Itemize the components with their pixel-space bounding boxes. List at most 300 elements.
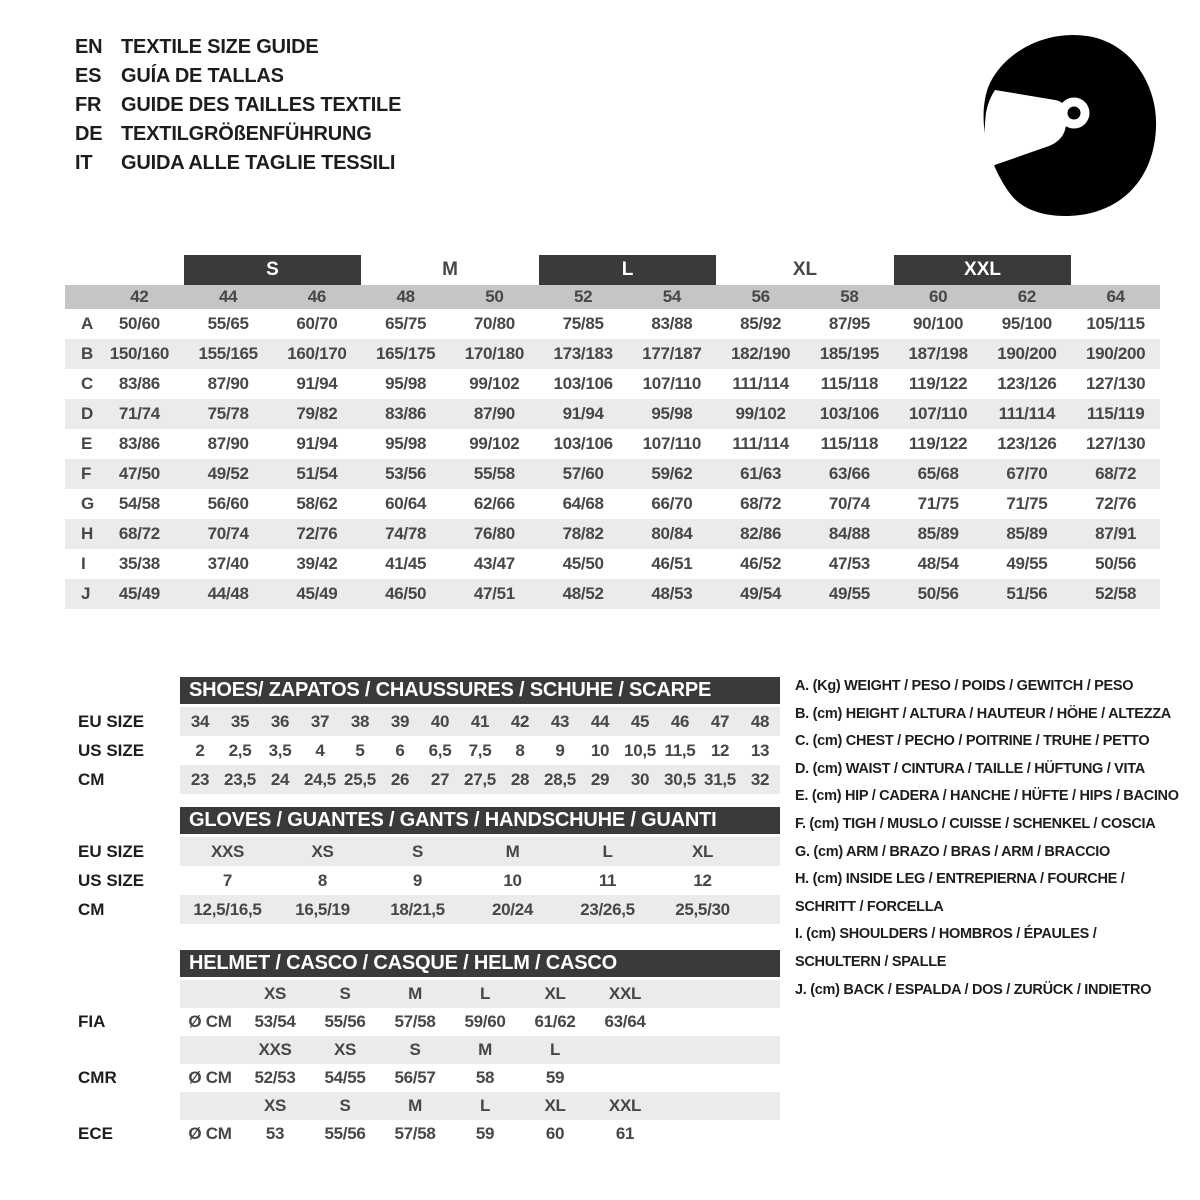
- language-row: [75, 62, 401, 91]
- size-cell: 70/80: [473, 314, 515, 333]
- size-cell: 57/58: [394, 1124, 436, 1143]
- size-cell: 59/60: [464, 1012, 506, 1031]
- helmet-size-label: XL: [544, 984, 566, 1003]
- helmet-table-body: [65, 980, 780, 1148]
- size-cell: 123/126: [997, 434, 1057, 453]
- helmet-size-label: XXL: [608, 984, 642, 1003]
- language-list: [75, 33, 401, 178]
- helmet-size-label: XS: [263, 984, 287, 1003]
- row-values: [180, 736, 780, 765]
- size-cell: 60/70: [296, 314, 338, 333]
- unit-label: Ø CM: [188, 1068, 232, 1087]
- helmet-size-label: M: [408, 984, 422, 1003]
- table-row: [65, 895, 780, 924]
- size-cell: 71/75: [1006, 494, 1048, 513]
- size-cell: 75/85: [562, 314, 604, 333]
- size-cell: 85/89: [917, 524, 959, 543]
- size-cell: 111/114: [732, 374, 789, 393]
- size-cell: 52/58: [1095, 584, 1137, 603]
- size-cell: 47: [710, 711, 730, 731]
- size-cell: 58: [475, 1068, 495, 1087]
- size-cell: 54/58: [118, 494, 160, 513]
- size-cell: 66/70: [651, 494, 693, 513]
- size-cell: 28,5: [544, 769, 576, 789]
- legend-line: J. (cm) BACK / ESPALDA / DOS / ZURÜCK / INDIETRO: [795, 981, 1152, 998]
- size-group-s: S: [184, 255, 362, 285]
- row-letter: A: [81, 314, 94, 333]
- table-row: [65, 866, 780, 895]
- helmet-size-label: M: [478, 1040, 492, 1059]
- legend-line: F. (cm) TIGH / MUSLO / CUISSE / SCHENKEL / COSCIA: [795, 815, 1156, 832]
- size-cell: 87/90: [207, 434, 249, 453]
- size-cell: 91/94: [296, 374, 338, 393]
- size-cell: 4: [315, 740, 325, 760]
- size-cell: 8: [317, 870, 328, 890]
- size-cell: 55/58: [473, 464, 515, 483]
- table-row: [65, 549, 1160, 579]
- gloves-title-bar: GLOVES / GUANTES / GANTS / HANDSCHUHE / GUANTI: [180, 807, 780, 834]
- size-cell: 190/200: [997, 344, 1057, 363]
- size-cell: XL: [691, 841, 714, 861]
- size-cell: 27: [430, 769, 450, 789]
- size-cell: 16,5/19: [295, 899, 350, 919]
- column-header: 48: [396, 287, 415, 306]
- language-row: [75, 33, 401, 62]
- size-cell: 28: [510, 769, 530, 789]
- row-values: [180, 866, 780, 895]
- page-title: TEXTILGRÖßENFÜHRUNG: [121, 123, 372, 145]
- size-cell: 62/66: [473, 494, 515, 513]
- legend-line: C. (cm) CHEST / PECHO / POITRINE / TRUHE / PETTO: [795, 733, 1150, 750]
- row-values: [180, 1064, 780, 1092]
- size-cell: 103/106: [819, 404, 880, 423]
- size-cell: 95/98: [651, 404, 693, 423]
- size-cell: 82/86: [740, 524, 782, 543]
- size-cell: 52/53: [254, 1068, 296, 1087]
- size-cell: 42: [510, 711, 530, 731]
- size-cell: 107/110: [908, 404, 968, 423]
- size-cell: 5: [355, 740, 365, 760]
- row-values: [180, 765, 780, 794]
- helmet-size-label: S: [339, 984, 351, 1003]
- size-cell: 48: [750, 711, 770, 731]
- size-cell: 11,5: [664, 740, 696, 760]
- row-values: [180, 895, 780, 924]
- size-cell: 119/122: [908, 374, 968, 393]
- size-cell: 70/74: [207, 524, 249, 543]
- size-cell: 85/89: [1006, 524, 1048, 543]
- standard-label: CMR: [78, 1068, 117, 1087]
- table-row: [65, 707, 780, 736]
- size-cell: 63/66: [828, 464, 870, 483]
- row-values: [180, 1036, 780, 1064]
- size-cell: 83/86: [118, 374, 160, 393]
- size-cell: 177/187: [642, 344, 702, 363]
- helmet-title-bar: HELMET / CASCO / CASQUE / HELM / CASCO: [180, 950, 780, 977]
- helmet-size-label: S: [409, 1040, 421, 1059]
- size-cell: 103/106: [553, 374, 613, 393]
- column-header: 54: [662, 287, 682, 306]
- size-cell: 47/53: [828, 554, 870, 573]
- size-cell: 23,5: [224, 769, 256, 789]
- standard-label: FIA: [78, 1012, 106, 1031]
- size-table-body: [65, 309, 1160, 609]
- size-cell: 90/100: [913, 314, 964, 333]
- size-cell: 51/54: [296, 464, 338, 483]
- row-letter: I: [81, 554, 86, 573]
- size-cell: 12: [693, 870, 712, 890]
- size-cell: 105/115: [1086, 314, 1145, 333]
- row-label: CM: [78, 899, 105, 919]
- size-cell: 83/86: [385, 404, 427, 423]
- size-cell: 64/68: [562, 494, 604, 513]
- size-cell: 9: [412, 870, 423, 890]
- language-row: [75, 120, 401, 149]
- size-cell: 9: [555, 740, 565, 760]
- helmet-size-label: XXL: [608, 1096, 642, 1115]
- size-cell: 43: [550, 711, 570, 731]
- size-cell: 6,5: [428, 740, 452, 760]
- size-cell: 58/62: [296, 494, 338, 513]
- size-cell: 87/90: [207, 374, 249, 393]
- size-cell: 35/38: [118, 554, 160, 573]
- size-cell: 99/102: [735, 404, 786, 423]
- size-group-xl: XL: [792, 259, 818, 280]
- page-title: GUÍA DE TALLAS: [121, 65, 284, 87]
- row-values: [180, 980, 780, 1008]
- size-cell: 29: [590, 769, 610, 789]
- row-values: [180, 1008, 780, 1036]
- size-cell: XXS: [210, 841, 245, 861]
- size-cell: 32: [750, 769, 770, 789]
- size-cell: 18/21,5: [390, 899, 445, 919]
- size-cell: 45/50: [562, 554, 604, 573]
- row-label: EU SIZE: [78, 711, 145, 731]
- size-cell: 59: [475, 1124, 495, 1143]
- helmet-size-label: XXS: [258, 1040, 292, 1059]
- helmet-size-label: XL: [544, 1096, 566, 1115]
- size-cell: 67/70: [1006, 464, 1048, 483]
- legend-line: G. (cm) ARM / BRAZO / BRAS / ARM / BRACCIO: [795, 843, 1110, 860]
- size-cell: 45/49: [296, 584, 338, 603]
- size-cell: 23/26,5: [580, 899, 635, 919]
- row-label: US SIZE: [78, 870, 145, 890]
- legend-line: D. (cm) WAIST / CINTURA / TAILLE / HÜFTUNG / VITA: [795, 760, 1145, 777]
- size-cell: 50/56: [1095, 554, 1137, 573]
- row-values: [180, 1120, 780, 1148]
- language-code: EN: [75, 36, 103, 58]
- table-row: [65, 489, 1160, 519]
- size-cell: 44: [590, 711, 610, 731]
- size-cell: 36: [270, 711, 290, 731]
- helmet-size-label: XS: [333, 1040, 357, 1059]
- size-cell: M: [505, 841, 520, 861]
- column-header: 60: [928, 287, 948, 306]
- size-cell: 111/114: [732, 434, 789, 453]
- size-cell: 75/78: [207, 404, 249, 423]
- size-cell: 27,5: [464, 769, 496, 789]
- table-row: [65, 339, 1160, 369]
- size-cell: 165/175: [375, 344, 436, 363]
- size-cell: 74/78: [385, 524, 427, 543]
- size-cell: 60: [545, 1124, 565, 1143]
- row-label-spacer: [65, 1036, 180, 1064]
- page-title: TEXTILE SIZE GUIDE: [121, 36, 319, 58]
- language-code: ES: [75, 65, 102, 87]
- size-cell: 119/122: [908, 434, 968, 453]
- row-values: [180, 707, 780, 736]
- size-cell: 13: [750, 740, 770, 760]
- size-cell: 10: [590, 740, 610, 760]
- size-cell: 127/130: [1085, 434, 1146, 453]
- size-cell: 170/180: [464, 344, 525, 363]
- size-cell: 37: [310, 711, 330, 731]
- size-cell: 87/91: [1095, 524, 1137, 543]
- row-label: CM: [78, 769, 105, 789]
- size-cell: 76/80: [473, 524, 515, 543]
- table-row: [65, 309, 1160, 339]
- size-cell: 39/42: [296, 554, 338, 573]
- column-header: 44: [218, 287, 238, 306]
- size-cell: 46: [670, 711, 690, 731]
- size-cell: 61/62: [534, 1012, 576, 1031]
- size-cell: 63/64: [604, 1012, 646, 1031]
- measurement-legend: [795, 673, 1195, 1004]
- size-cell: 2: [195, 740, 205, 760]
- size-cell: 24: [270, 769, 290, 789]
- size-cell: 68/72: [1095, 464, 1137, 483]
- legend-line: E. (cm) HIP / CADERA / HANCHE / HÜFTE / HIPS / BACINO: [795, 788, 1179, 805]
- table-row: [65, 579, 1160, 609]
- shoes-table-body: [65, 707, 780, 794]
- size-cell: 95/98: [385, 374, 427, 393]
- size-cell: 44/48: [207, 584, 249, 603]
- size-cell: 87/90: [473, 404, 515, 423]
- size-cell: 30: [630, 769, 650, 789]
- unit-label: Ø CM: [188, 1124, 232, 1143]
- helmet-table: [65, 950, 780, 1148]
- size-cell: 55/65: [207, 314, 249, 333]
- size-cell: 56/57: [394, 1068, 436, 1087]
- helmet-size-row: [65, 980, 780, 1008]
- size-cell: 72/76: [1095, 494, 1137, 513]
- size-cell: 10,5: [624, 740, 656, 760]
- size-cell: 59/62: [651, 464, 693, 483]
- size-cell: 91/94: [562, 404, 604, 423]
- size-cell: 83/88: [651, 314, 693, 333]
- size-cell: 59: [545, 1068, 565, 1087]
- column-header: 46: [307, 287, 327, 306]
- size-cell: 57/58: [394, 1012, 436, 1031]
- column-header: 50: [485, 287, 504, 306]
- helmet-size-label: L: [479, 1096, 491, 1115]
- table-row: [65, 399, 1160, 429]
- size-cell: 107/110: [642, 434, 702, 453]
- size-cell: 39: [390, 711, 410, 731]
- size-group-m: M: [442, 259, 458, 280]
- size-cell: 23: [190, 769, 210, 789]
- size-cell: 12: [710, 740, 730, 760]
- row-letter: H: [81, 524, 94, 543]
- row-letter: J: [81, 584, 91, 603]
- size-cell: 79/82: [296, 404, 338, 423]
- size-cell: 55/56: [324, 1012, 366, 1031]
- helmet-size-label: M: [408, 1096, 422, 1115]
- size-cell: 155/165: [198, 344, 258, 363]
- size-cell: 50/56: [917, 584, 959, 603]
- size-table: [65, 255, 1160, 609]
- size-cell: 41/45: [385, 554, 427, 573]
- size-cell: 95/100: [1001, 314, 1052, 333]
- size-cell: 40: [430, 711, 450, 731]
- size-cell: 84/88: [828, 524, 870, 543]
- size-cell: 45/49: [118, 584, 160, 603]
- size-cell: 185/195: [819, 344, 880, 363]
- size-cell: 2,5: [228, 740, 252, 760]
- size-cell: 31,5: [704, 769, 736, 789]
- size-cell: 123/126: [997, 374, 1057, 393]
- row-letter: G: [81, 494, 95, 513]
- size-cell: 78/82: [562, 524, 604, 543]
- table-row: [65, 459, 1160, 489]
- size-cell: 68/72: [740, 494, 782, 513]
- size-cell: 47/51: [473, 584, 515, 603]
- size-cell: 48/54: [917, 554, 959, 573]
- row-label: EU SIZE: [78, 841, 145, 861]
- size-cell: 115/118: [820, 434, 879, 453]
- helmet-value-row: [65, 1064, 780, 1092]
- size-cell: 48/52: [562, 584, 604, 603]
- size-cell: 47/50: [118, 464, 160, 483]
- size-cell: 55/56: [324, 1124, 366, 1143]
- size-cell: 49/55: [828, 584, 870, 603]
- language-code: IT: [75, 152, 93, 174]
- size-group-header: [65, 255, 1160, 285]
- row-letter: E: [81, 434, 93, 453]
- size-cell: 182/190: [730, 344, 791, 363]
- size-cell: 8: [515, 740, 525, 760]
- size-cell: 187/198: [908, 344, 968, 363]
- column-header: 42: [130, 287, 149, 306]
- size-cell: XS: [311, 841, 334, 861]
- language-code: DE: [75, 123, 103, 145]
- row-values: [180, 1092, 780, 1120]
- size-cell: 65/68: [917, 464, 959, 483]
- size-cell: 41: [470, 711, 490, 731]
- size-cell: 190/200: [1085, 344, 1146, 363]
- helmet-size-label: XS: [263, 1096, 287, 1115]
- size-cell: 10: [503, 870, 522, 890]
- table-row: [65, 837, 780, 866]
- gloves-table: [65, 807, 780, 924]
- size-cell: 99/102: [469, 374, 520, 393]
- gloves-table-body: [65, 837, 780, 924]
- column-header-row: [65, 285, 1160, 309]
- helmet-size-label: L: [549, 1040, 561, 1059]
- helmet-size-label: S: [339, 1096, 351, 1115]
- helmet-value-row: [65, 1120, 780, 1148]
- size-cell: 35: [230, 711, 250, 731]
- size-group-l: L: [539, 255, 717, 285]
- row-label-spacer: [65, 1092, 180, 1120]
- size-cell: 60/64: [385, 494, 427, 513]
- size-cell: 20/24: [491, 899, 534, 919]
- table-row: [65, 429, 1160, 459]
- size-cell: 111/114: [998, 404, 1056, 423]
- table-row: [65, 736, 780, 765]
- row-values: [180, 837, 780, 866]
- page-title: GUIDE DES TAILLES TEXTILE: [121, 94, 402, 116]
- size-cell: 34: [190, 711, 210, 731]
- size-cell: 80/84: [651, 524, 693, 543]
- size-cell: 46/50: [385, 584, 427, 603]
- column-header: 52: [573, 287, 593, 306]
- size-group-xxl: XXL: [894, 255, 1072, 285]
- size-cell: 43/47: [473, 554, 515, 573]
- row-label: US SIZE: [78, 740, 145, 760]
- size-cell: 68/72: [118, 524, 160, 543]
- size-cell: 7: [222, 870, 233, 890]
- size-cell: 51/56: [1006, 584, 1048, 603]
- size-cell: 65/75: [385, 314, 427, 333]
- column-header: 58: [840, 287, 859, 306]
- size-cell: 25,5: [344, 769, 376, 789]
- size-cell: 56/60: [207, 494, 249, 513]
- legend-line: A. (Kg) WEIGHT / PESO / POIDS / GEWITCH / PESO: [795, 678, 1134, 694]
- size-cell: 49/55: [1006, 554, 1048, 573]
- size-cell: 53/56: [385, 464, 427, 483]
- size-cell: 70/74: [828, 494, 870, 513]
- size-cell: 37/40: [207, 554, 249, 573]
- size-cell: 53/54: [254, 1012, 296, 1031]
- row-label-spacer: [65, 980, 180, 1008]
- size-cell: 46/52: [740, 554, 782, 573]
- size-cell: 83/86: [118, 434, 160, 453]
- size-cell: 115/119: [1086, 404, 1145, 423]
- row-letter: B: [81, 344, 94, 363]
- size-cell: 95/98: [385, 434, 427, 453]
- helmet-size-row: [65, 1092, 780, 1120]
- page-title: GUIDA ALLE TAGLIE TESSILI: [121, 152, 396, 174]
- size-cell: 49/54: [740, 584, 782, 603]
- helmet-size-label: L: [479, 984, 491, 1003]
- size-cell: 115/118: [820, 374, 879, 393]
- racing-helmet-icon: [962, 28, 1162, 220]
- size-cell: 160/170: [287, 344, 347, 363]
- size-cell: 173/183: [553, 344, 613, 363]
- size-cell: 103/106: [553, 434, 613, 453]
- size-cell: 91/94: [296, 434, 338, 453]
- unit-label: Ø CM: [188, 1012, 232, 1031]
- column-header: 64: [1106, 287, 1125, 306]
- legend-line: SCHULTERN / SPALLE: [795, 953, 947, 970]
- size-cell: 48/53: [651, 584, 693, 603]
- column-header: 56: [751, 287, 770, 306]
- legend-line: B. (cm) HEIGHT / ALTURA / HAUTEUR / HÖHE / ALTEZZA: [795, 705, 1171, 722]
- size-cell: S: [411, 841, 424, 861]
- row-letter: F: [81, 464, 92, 483]
- size-cell: 7,5: [468, 740, 492, 760]
- language-row: [75, 149, 401, 178]
- table-row: [65, 519, 1160, 549]
- size-cell: L: [602, 841, 613, 861]
- size-cell: 107/110: [642, 374, 702, 393]
- size-cell: 38: [350, 711, 370, 731]
- size-cell: 61/63: [740, 464, 782, 483]
- size-cell: 99/102: [469, 434, 520, 453]
- language-row: [75, 91, 401, 120]
- size-cell: 72/76: [296, 524, 338, 543]
